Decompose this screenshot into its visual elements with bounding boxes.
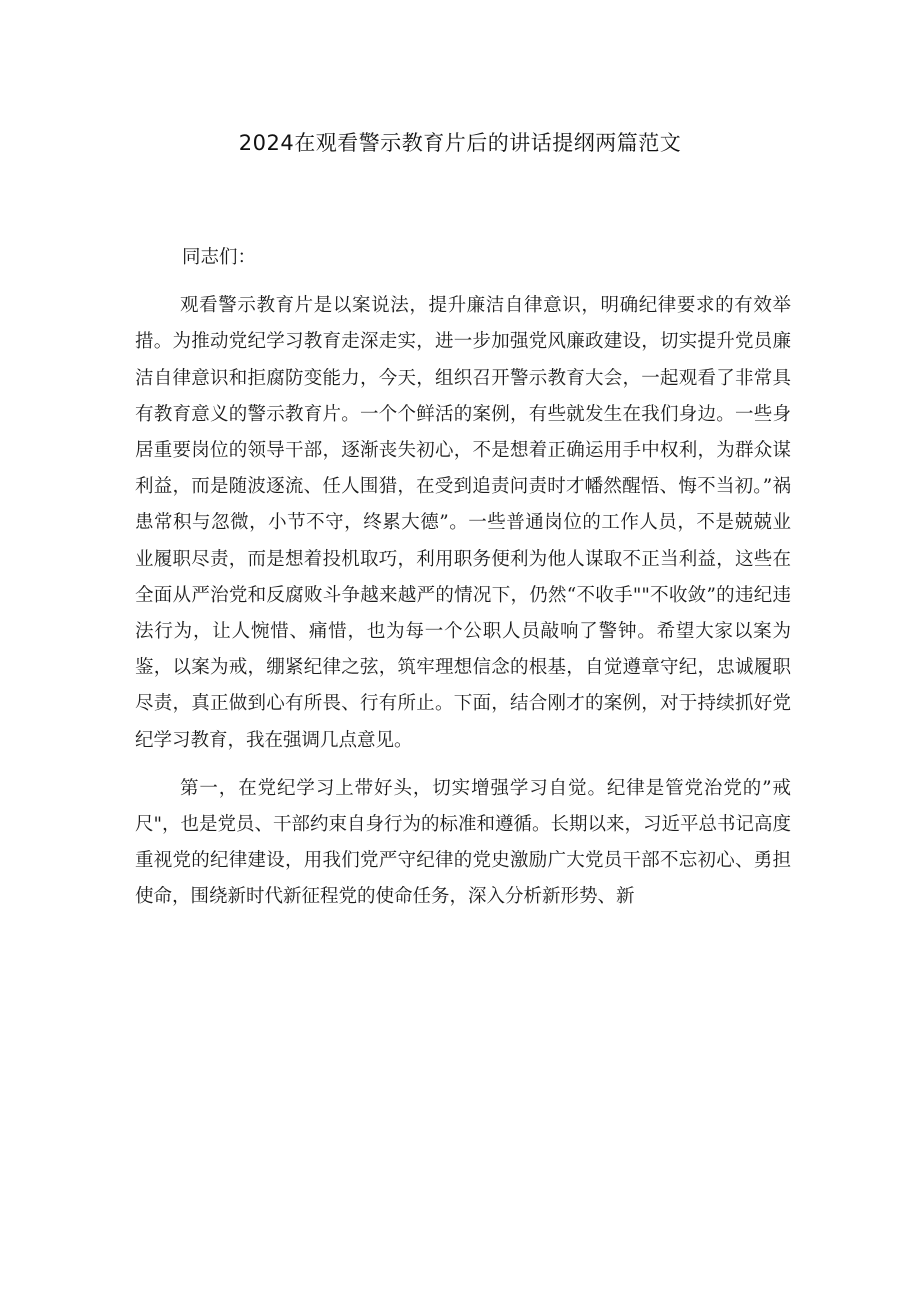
document-body xyxy=(135,240,791,916)
body-paragraph: 第一，在党纪学习上带好头，切实增强学习自觉。纪律是管党治党的”戒尺"，也是党员、干部约束自身行为的标准和遵循。长期以来，习近平总书记高度重视党的纪律建设，用我们党严守纪律的党史激励广大党员干部不忘初心、勇担使命，围绕新时代新征程党的使命任务，深入分析新形势、新 xyxy=(135,777,792,908)
greeting: 同志们： xyxy=(182,247,257,268)
body-paragraph: 观看警示教育片是以案说法，提升廉洁自律意识，明确纪律要求的有效举措。为推动党纪学习教育走深走实，进一步加强党风廉政建设，切实提升党员廉洁自律意识和拒腐防变能力，今天，组织召开警示教育大会，一起观看了非常具有教育意义的警示教育片。一个个鲜活的案例，有些就发生在我们身边。一些身居重要岗位的领导干部，逐渐丧失初心，不是想着正确运用手中权利，为群众谋利益，而是随波逐流、任人围猎，在受到追责问责时才幡然醒悟、悔不当初。”祸患常积与忽微，小节不守，终累大德”。一些普通岗位的工作人员，不是兢兢业业履职尽责，而是想着投机取巧，利用职务便利为他人谋取不正当利益，这些在全面从严治党和反腐败斗争越来越严的情况下，仍然“不收手""不收敛”的违纪违法行为，让人惋惜、痛惜，也为每一个公职人员敲响了警钟。希望大家以案为鉴，以案为戒，绷紧纪律之弦，筑牢理想信念的根基，自觉遵章守纪，忠诚履职尽责，真正做到心有所畏、行有所止。下面，结合刚才的案例，对于持续抓好党纪学习教育，我在强调几点意见。 xyxy=(135,295,791,751)
document-title: 2024在观看警示教育片后的讲话提纲两篇范文 xyxy=(238,131,682,155)
